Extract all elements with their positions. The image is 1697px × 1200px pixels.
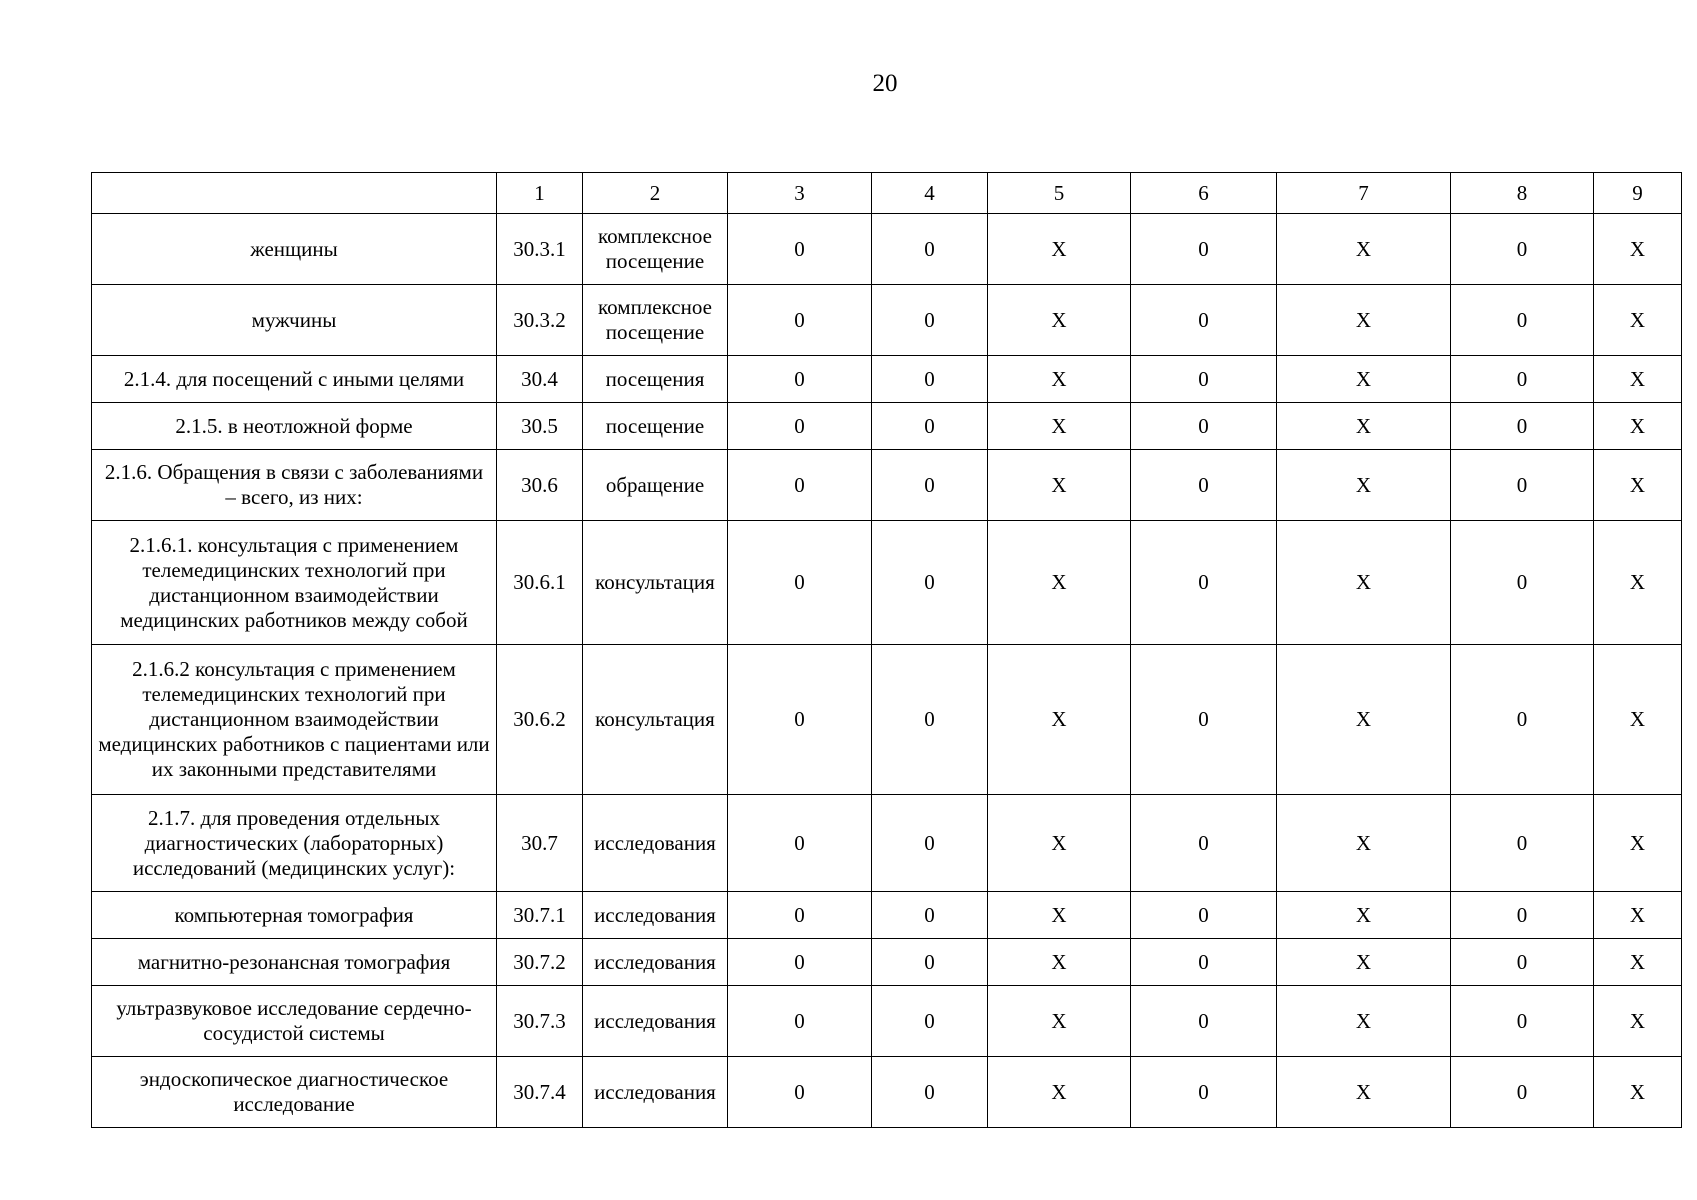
page-number: 20 bbox=[872, 70, 898, 97]
row-unit: комплексное посещение bbox=[583, 214, 728, 285]
row-col9: Х bbox=[1594, 645, 1682, 795]
row-col7: Х bbox=[1277, 403, 1451, 450]
row-code: 30.7.3 bbox=[497, 986, 583, 1057]
row-col5: Х bbox=[988, 1057, 1131, 1128]
header-cell-5: 5 bbox=[988, 173, 1131, 214]
row-unit: комплексное посещение bbox=[583, 285, 728, 356]
row-col7: Х bbox=[1277, 450, 1451, 521]
row-name: 2.1.6.1. консультация с применением телемедицинских технологий при дистанционном взаимодействии медицинских работников между собой bbox=[92, 521, 497, 645]
row-col4: 0 bbox=[872, 892, 988, 939]
row-code: 30.3.1 bbox=[497, 214, 583, 285]
row-col5: Х bbox=[988, 645, 1131, 795]
header-cell-3: 3 bbox=[728, 173, 872, 214]
row-col3: 0 bbox=[728, 214, 872, 285]
row-col4: 0 bbox=[872, 939, 988, 986]
row-unit: исследования bbox=[583, 939, 728, 986]
row-col5: Х bbox=[988, 795, 1131, 892]
row-col5: Х bbox=[988, 285, 1131, 356]
row-col8: 0 bbox=[1451, 795, 1594, 892]
row-col5: Х bbox=[988, 214, 1131, 285]
row-col9: Х bbox=[1594, 285, 1682, 356]
row-name: ультразвуковое исследование сердечно-сосудистой системы bbox=[92, 986, 497, 1057]
row-col6: 0 bbox=[1131, 403, 1277, 450]
row-col4: 0 bbox=[872, 795, 988, 892]
row-col8: 0 bbox=[1451, 285, 1594, 356]
row-unit: исследования bbox=[583, 1057, 728, 1128]
row-col3: 0 bbox=[728, 285, 872, 356]
table-row bbox=[92, 403, 1682, 450]
header-cell-2: 2 bbox=[583, 173, 728, 214]
row-col6: 0 bbox=[1131, 285, 1277, 356]
row-col5: Х bbox=[988, 450, 1131, 521]
row-col9: Х bbox=[1594, 356, 1682, 403]
row-col6: 0 bbox=[1131, 939, 1277, 986]
table-row bbox=[92, 521, 1682, 645]
row-col4: 0 bbox=[872, 450, 988, 521]
row-col3: 0 bbox=[728, 356, 872, 403]
table-row bbox=[92, 356, 1682, 403]
row-name: мужчины bbox=[92, 285, 497, 356]
row-unit: исследования bbox=[583, 892, 728, 939]
row-col9: Х bbox=[1594, 795, 1682, 892]
table-row bbox=[92, 214, 1682, 285]
row-col9: Х bbox=[1594, 939, 1682, 986]
row-col5: Х bbox=[988, 892, 1131, 939]
row-name: 2.1.6. Обращения в связи с заболеваниями – всего, из них: bbox=[92, 450, 497, 521]
header-cell-6: 6 bbox=[1131, 173, 1277, 214]
row-col8: 0 bbox=[1451, 986, 1594, 1057]
row-unit: консультация bbox=[583, 645, 728, 795]
row-col7: Х bbox=[1277, 892, 1451, 939]
row-name: 2.1.7. для проведения отдельных диагностических (лабораторных) исследований (медицинских услуг): bbox=[92, 795, 497, 892]
row-col9: Х bbox=[1594, 214, 1682, 285]
row-name: компьютерная томография bbox=[92, 892, 497, 939]
row-unit: исследования bbox=[583, 986, 728, 1057]
row-col3: 0 bbox=[728, 892, 872, 939]
row-col4: 0 bbox=[872, 403, 988, 450]
row-col3: 0 bbox=[728, 795, 872, 892]
header-cell-name bbox=[92, 173, 497, 214]
table-row bbox=[92, 285, 1682, 356]
row-col8: 0 bbox=[1451, 356, 1594, 403]
row-col5: Х bbox=[988, 939, 1131, 986]
row-code: 30.7.4 bbox=[497, 1057, 583, 1128]
row-name: магнитно-резонансная томография bbox=[92, 939, 497, 986]
row-col7: Х bbox=[1277, 645, 1451, 795]
row-col3: 0 bbox=[728, 645, 872, 795]
row-col8: 0 bbox=[1451, 1057, 1594, 1128]
row-col3: 0 bbox=[728, 1057, 872, 1128]
row-col9: Х bbox=[1594, 403, 1682, 450]
row-unit: посещение bbox=[583, 403, 728, 450]
row-col5: Х bbox=[988, 521, 1131, 645]
row-col3: 0 bbox=[728, 986, 872, 1057]
header-cell-9: 9 bbox=[1594, 173, 1682, 214]
row-col7: Х bbox=[1277, 214, 1451, 285]
header-row bbox=[92, 173, 1682, 214]
table-row bbox=[92, 645, 1682, 795]
row-name: 2.1.6.2 консультация с применением телемедицинских технологий при дистанционном взаимодействии медицинских работников с пациентами или их законными представителями bbox=[92, 645, 497, 795]
table-row bbox=[92, 795, 1682, 892]
row-col9: Х bbox=[1594, 450, 1682, 521]
row-col9: Х bbox=[1594, 892, 1682, 939]
table-row bbox=[92, 450, 1682, 521]
row-col6: 0 bbox=[1131, 1057, 1277, 1128]
row-col8: 0 bbox=[1451, 521, 1594, 645]
row-col8: 0 bbox=[1451, 892, 1594, 939]
row-col6: 0 bbox=[1131, 521, 1277, 645]
data-table bbox=[91, 172, 1682, 1128]
row-col6: 0 bbox=[1131, 450, 1277, 521]
row-unit: исследования bbox=[583, 795, 728, 892]
row-col4: 0 bbox=[872, 645, 988, 795]
row-col5: Х bbox=[988, 356, 1131, 403]
header-cell-8: 8 bbox=[1451, 173, 1594, 214]
row-col4: 0 bbox=[872, 1057, 988, 1128]
row-name: женщины bbox=[92, 214, 497, 285]
row-col4: 0 bbox=[872, 356, 988, 403]
row-col9: Х bbox=[1594, 1057, 1682, 1128]
row-code: 30.7 bbox=[497, 795, 583, 892]
row-col8: 0 bbox=[1451, 450, 1594, 521]
row-col4: 0 bbox=[872, 285, 988, 356]
row-unit: посещения bbox=[583, 356, 728, 403]
row-col7: Х bbox=[1277, 285, 1451, 356]
row-col6: 0 bbox=[1131, 645, 1277, 795]
row-code: 30.6 bbox=[497, 450, 583, 521]
row-name: эндоскопическое диагностическое исследование bbox=[92, 1057, 497, 1128]
row-col7: Х bbox=[1277, 356, 1451, 403]
row-col5: Х bbox=[988, 986, 1131, 1057]
row-unit: обращение bbox=[583, 450, 728, 521]
row-col7: Х bbox=[1277, 795, 1451, 892]
row-col7: Х bbox=[1277, 986, 1451, 1057]
row-col3: 0 bbox=[728, 521, 872, 645]
header-cell-7: 7 bbox=[1277, 173, 1451, 214]
row-code: 30.6.1 bbox=[497, 521, 583, 645]
row-code: 30.7.2 bbox=[497, 939, 583, 986]
row-col7: Х bbox=[1277, 521, 1451, 645]
table-row bbox=[92, 1057, 1682, 1128]
row-code: 30.4 bbox=[497, 356, 583, 403]
row-col6: 0 bbox=[1131, 356, 1277, 403]
row-unit: консультация bbox=[583, 521, 728, 645]
row-col8: 0 bbox=[1451, 645, 1594, 795]
row-name: 2.1.4. для посещений с иными целями bbox=[92, 356, 497, 403]
row-col6: 0 bbox=[1131, 214, 1277, 285]
row-col3: 0 bbox=[728, 450, 872, 521]
row-col9: Х bbox=[1594, 521, 1682, 645]
header-cell-1: 1 bbox=[497, 173, 583, 214]
row-code: 30.5 bbox=[497, 403, 583, 450]
row-col8: 0 bbox=[1451, 214, 1594, 285]
row-col8: 0 bbox=[1451, 403, 1594, 450]
row-col4: 0 bbox=[872, 521, 988, 645]
row-col3: 0 bbox=[728, 939, 872, 986]
row-col5: Х bbox=[988, 403, 1131, 450]
row-col3: 0 bbox=[728, 403, 872, 450]
row-code: 30.6.2 bbox=[497, 645, 583, 795]
row-col4: 0 bbox=[872, 214, 988, 285]
row-name: 2.1.5. в неотложной форме bbox=[92, 403, 497, 450]
row-col7: Х bbox=[1277, 939, 1451, 986]
row-col6: 0 bbox=[1131, 986, 1277, 1057]
table-row bbox=[92, 986, 1682, 1057]
header-cell-4: 4 bbox=[872, 173, 988, 214]
row-col6: 0 bbox=[1131, 892, 1277, 939]
row-col7: Х bbox=[1277, 1057, 1451, 1128]
row-col6: 0 bbox=[1131, 795, 1277, 892]
row-col8: 0 bbox=[1451, 939, 1594, 986]
row-col4: 0 bbox=[872, 986, 988, 1057]
row-code: 30.7.1 bbox=[497, 892, 583, 939]
table-row bbox=[92, 892, 1682, 939]
row-code: 30.3.2 bbox=[497, 285, 583, 356]
row-col9: Х bbox=[1594, 986, 1682, 1057]
table-row bbox=[92, 939, 1682, 986]
